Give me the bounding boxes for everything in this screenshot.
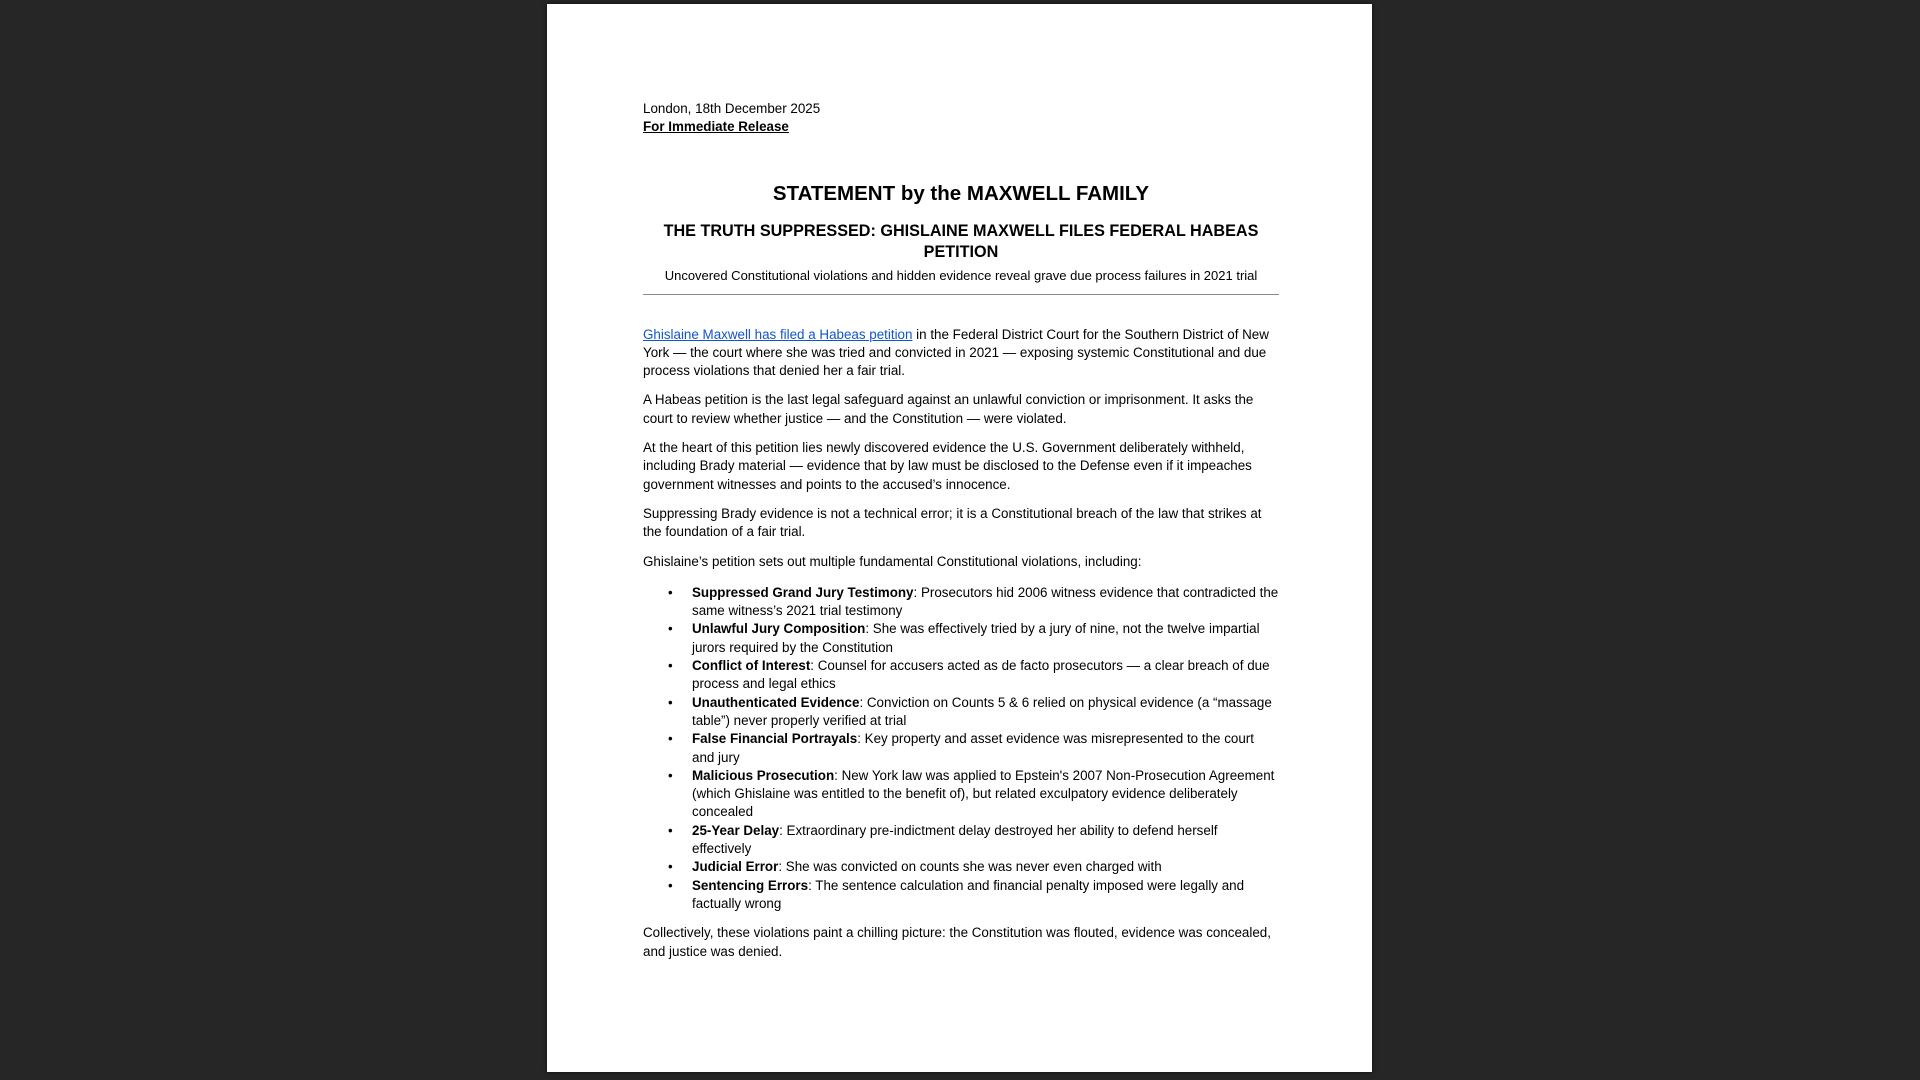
dateline: London, 18th December 2025 xyxy=(643,101,821,116)
violation-item xyxy=(692,730,1279,767)
paragraph-closing: Collectively, these violations paint a chilling picture: the Constitution was flouted, evidence was concealed, and justice was denied. xyxy=(643,925,1271,959)
violation-item xyxy=(692,584,1279,621)
page-content xyxy=(643,100,1279,972)
habeas-petition-link[interactable]: Ghislaine Maxwell has filed a Habeas petition xyxy=(643,326,913,342)
paragraph-suppression-breach: Suppressing Brady evidence is not a technical error; it is a Constitutional breach of the law that strikes at the foundation of a fair trial. xyxy=(643,505,1262,540)
violation-term: False Financial Portrayals xyxy=(692,731,858,747)
release-label: For Immediate Release xyxy=(643,119,789,135)
statement-subtitle: THE TRUTH SUPPRESSED: GHISLAINE MAXWELL FILES FEDERAL HABEAS PETITION xyxy=(663,221,1259,261)
violation-item xyxy=(692,858,1279,876)
violation-term: Judicial Error xyxy=(692,859,779,875)
violation-item xyxy=(692,767,1279,822)
violation-description: : Extraordinary pre-indictment delay destroyed her ability to defend herself effectively xyxy=(692,822,1218,857)
violation-description: : Conviction on Counts 5 & 6 relied on physical evidence (a “massage table”) never properly verified at trial xyxy=(692,694,1272,728)
violation-item xyxy=(692,657,1279,694)
violations-list xyxy=(643,584,1279,913)
violation-term: Suppressed Grand Jury Testimony xyxy=(692,584,914,600)
statement-tagline: Uncovered Constitutional violations and hidden evidence reveal grave due process failures in 2021 trial xyxy=(664,267,1258,283)
violation-item xyxy=(692,822,1279,859)
violation-term: 25-Year Delay xyxy=(692,822,780,838)
paragraph-habeas-definition: A Habeas petition is the last legal safeguard against an unlawful conviction or imprisonment. It asks the court to review whether justice — and the Constitution — were violated. xyxy=(643,392,1254,426)
paragraph-violations-intro: Ghislaine’s petition sets out multiple fundamental Constitutional violations, including: xyxy=(643,553,1142,569)
paragraph-petition-filed xyxy=(643,326,1279,381)
violation-description: : She was effectively tried by a jury of nine, not the twelve impartial jurors required by the Constitution xyxy=(692,621,1260,655)
violation-term: Unlawful Jury Composition xyxy=(692,621,866,637)
document-page xyxy=(547,4,1372,1072)
violation-term: Conflict of Interest xyxy=(692,658,811,674)
violation-item xyxy=(692,694,1279,731)
statement-title: STATEMENT by the MAXWELL FAMILY xyxy=(772,181,1150,205)
violation-item xyxy=(692,877,1279,914)
violation-item xyxy=(692,620,1279,657)
violation-description: : Counsel for accusers acted as de facto prosecutors — a clear breach of due process and legal ethics xyxy=(692,658,1270,692)
violation-description: : Prosecutors hid 2006 witness evidence that contradicted the same witness’s 2021 trial testimony xyxy=(692,584,1279,619)
violation-term: Malicious Prosecution xyxy=(692,767,835,783)
violation-description: : New York law was applied to Epstein's 2007 Non-Prosecution Agreement (which Ghislaine was entitled to the benefit of), but related exculpatory evidence deliberately concealed xyxy=(692,767,1275,820)
violation-term: Unauthenticated Evidence xyxy=(692,694,860,710)
violation-term: Sentencing Errors xyxy=(692,877,809,893)
paragraph-brady-evidence: At the heart of this petition lies newly discovered evidence the U.S. Government deliberately withheld, including Brady material — evidence that by law must be disclosed to the Defense even if it impeaches government witnesses and points to the accused’s innocence. xyxy=(643,440,1252,492)
paragraph-petition-filed-text: in the Federal District Court for the Southern District of New York — the court where she was tried and convicted in 2021 — exposing systemic Constitutional and due process violations that denied her a fair trial. xyxy=(643,326,1269,379)
violation-description: : The sentence calculation and financial penalty imposed were legally and factually wrong xyxy=(692,877,1245,911)
violation-description: : Key property and asset evidence was misrepresented to the court and jury xyxy=(692,731,1254,765)
violation-description: : She was convicted on counts she was never even charged with xyxy=(778,859,1162,875)
header-divider xyxy=(643,294,1279,295)
